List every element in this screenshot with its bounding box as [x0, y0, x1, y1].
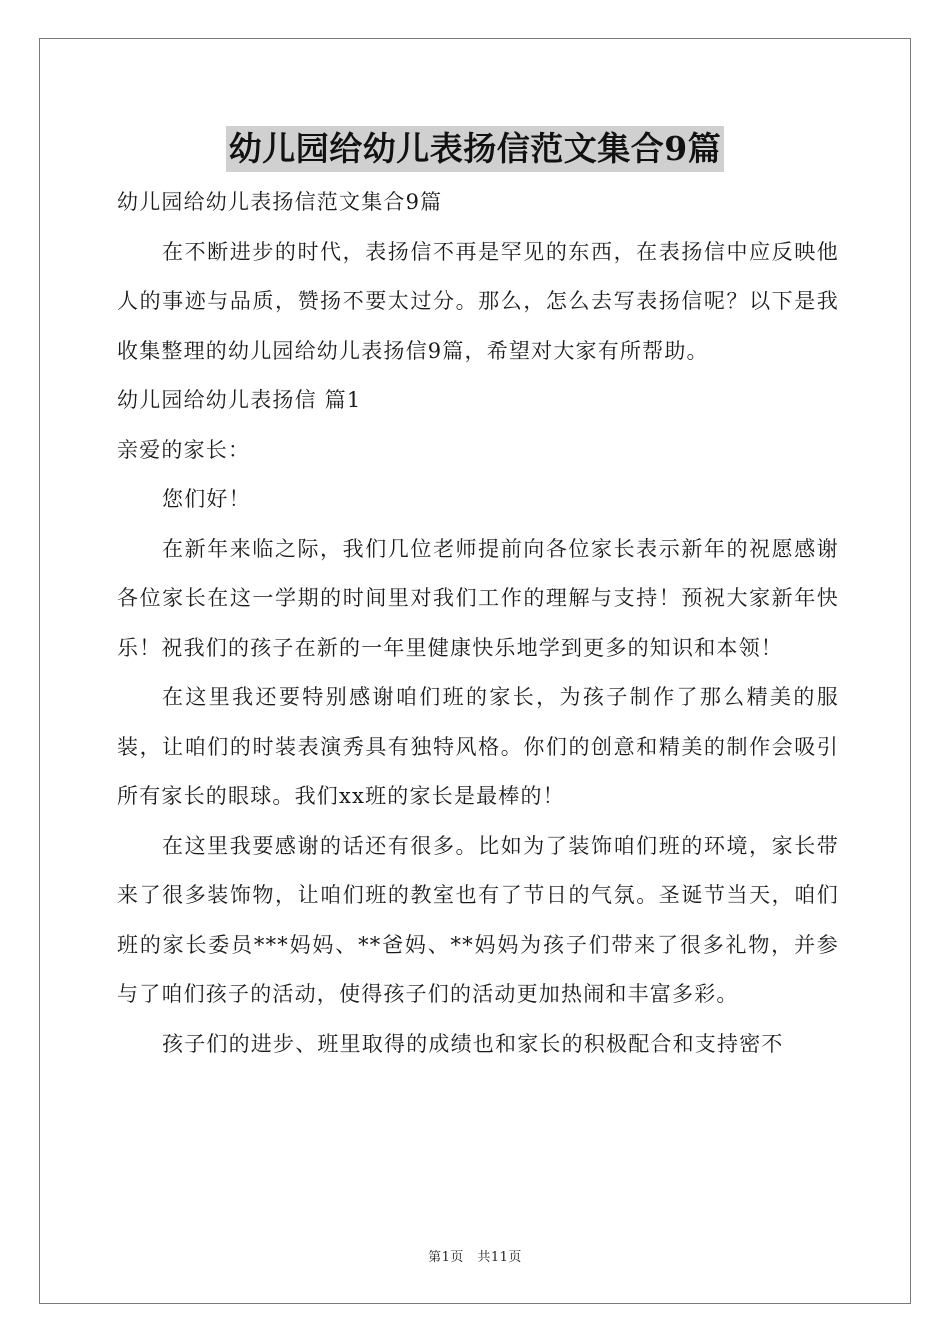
page-footer: 第1页 共11页 [428, 1250, 522, 1265]
salutation: 亲爱的家长： [117, 437, 251, 462]
document-body [117, 178, 839, 1069]
paragraph-body: 在这里我要感谢的话还有很多。比如为了装饰咱们班的环境，家长带来了很多装饰物，让咱们班的教室也有了节日的气氛。圣诞节当天，咱们班的家长委员***妈妈、**爸妈、**妈妈为孩子们带来了很多礼物，并参与了咱们孩子的活动，使得孩子们的活动更加热闹和丰富多彩。 [117, 833, 839, 1006]
paragraph-body: 在这里我还要特别感谢咱们班的家长，为孩子制作了那么精美的服装，让咱们的时装表演秀具有独特风格。你们的创意和精美的制作会吸引所有家长的眼球。我们xx班的家长是最棒的！ [117, 685, 839, 808]
section-heading: 幼儿园给幼儿表扬信 篇1 [117, 388, 362, 412]
paragraph-body: 孩子们的进步、班里取得的成绩也和家长的积极配合和支持密不 [162, 1031, 784, 1056]
document-title: 幼儿园给幼儿表扬信范文集合9篇 [226, 126, 724, 172]
paragraph-subtitle: 幼儿园给幼儿表扬信范文集合9篇 [117, 190, 443, 214]
paragraph-body: 在新年来临之际，我们几位老师提前向各位家长表示新年的祝愿感谢各位家长在这一学期的时间里对我们工作的理解与支持！预祝大家新年快乐！祝我们的孩子在新的一年里健康快乐地学到更多的知识和本领！ [117, 536, 839, 660]
paragraph-intro: 在不断进步的时代，表扬信不再是罕见的东西，在表扬信中应反映他人的事迹与品质，赞扬不要太过分。那么，怎么去写表扬信呢？以下是我收集整理的幼儿园给幼儿表扬信9篇，希望对大家有所帮助。 [117, 239, 839, 363]
title-container [0, 126, 950, 172]
greeting: 您们好！ [162, 487, 251, 511]
